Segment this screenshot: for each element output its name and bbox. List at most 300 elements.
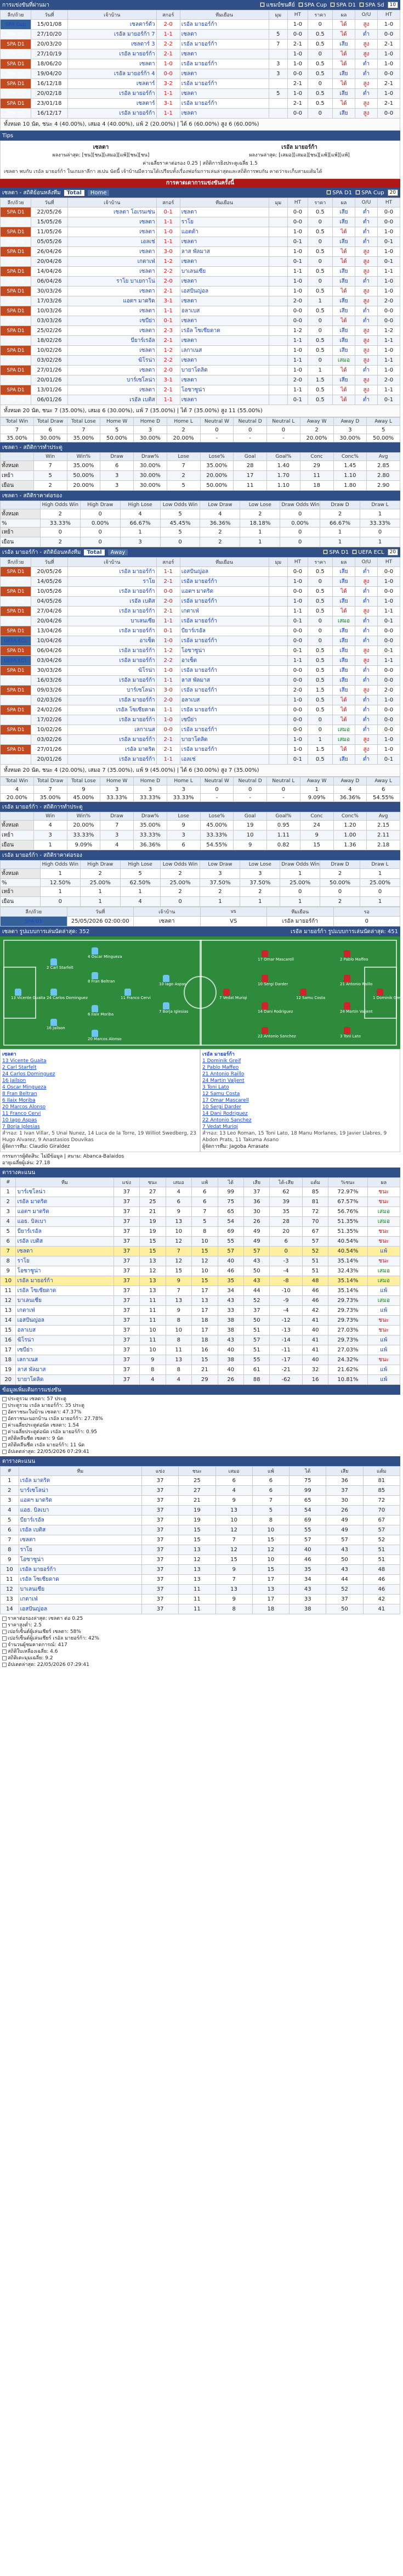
- home-player-marker[interactable]: [159, 1002, 189, 1014]
- filter-checkbox[interactable]: [260, 1, 294, 9]
- table-row[interactable]: [1, 636, 400, 646]
- league-cell[interactable]: เซลตา: [16, 1247, 113, 1256]
- home-team-cell[interactable]: เซลตา: [67, 287, 156, 296]
- player-link[interactable]: 6 Ilaix Moriba: [2, 1098, 36, 1103]
- table-row[interactable]: [1, 257, 400, 267]
- table-row[interactable]: [1, 247, 400, 257]
- table-row[interactable]: [1, 656, 400, 666]
- away-team-cell[interactable]: แอตต้า: [180, 227, 269, 237]
- column-header: ทีมเยือน: [180, 10, 269, 20]
- table-row[interactable]: [1, 676, 400, 686]
- league-row[interactable]: [1, 1266, 400, 1276]
- table-row[interactable]: [1, 237, 400, 247]
- table-row[interactable]: [1, 287, 400, 296]
- league-row[interactable]: [1, 1306, 400, 1316]
- checkbox-icon[interactable]: [355, 190, 360, 195]
- player-link[interactable]: 24 Martin Valjent: [202, 1078, 245, 1084]
- player-link[interactable]: 1 Dominik Greif: [202, 1058, 241, 1064]
- ranking-cell[interactable]: เรอัล มาดริด: [19, 1476, 141, 1486]
- match-count-select[interactable]: 10: [388, 2, 398, 8]
- table-row[interactable]: [1, 30, 400, 40]
- home-team-cell[interactable]: เซลตา: [67, 217, 156, 227]
- league-row[interactable]: [1, 1227, 400, 1237]
- home-team-cell[interactable]: เรอัล โซเซียดาด: [67, 705, 156, 715]
- table-row[interactable]: [1, 316, 400, 326]
- player-link[interactable]: 20 Marcos Alonso: [2, 1104, 46, 1110]
- league-cell[interactable]: ลาส พัลมาส: [16, 1365, 113, 1375]
- table-row[interactable]: [1, 20, 400, 30]
- ou-cell: สูง: [355, 20, 377, 30]
- checkbox-icon[interactable]: [298, 2, 303, 7]
- away-team-cell[interactable]: เซลตา: [180, 109, 269, 119]
- table-row[interactable]: [1, 69, 400, 79]
- league-row[interactable]: [1, 1345, 400, 1355]
- ranking-cell[interactable]: บียาร์เรอัล: [19, 1516, 141, 1525]
- filter-checkbox[interactable]: [359, 2, 384, 8]
- table-row[interactable]: [1, 607, 400, 616]
- player-link[interactable]: 2 Carl Starfelt: [2, 1065, 37, 1070]
- column-header: ลีก/ถ้วย: [1, 10, 31, 20]
- ranking-row[interactable]: [1, 1575, 400, 1585]
- league-row[interactable]: [1, 1296, 400, 1306]
- away-team-cell[interactable]: เรอัล โซเซียดาด: [180, 326, 269, 336]
- ranking-row[interactable]: [1, 1535, 400, 1545]
- away-team-cell[interactable]: อาเซ็ด: [180, 656, 269, 666]
- home-team-cell[interactable]: เอลเช่: [67, 237, 156, 247]
- home-team-cell[interactable]: เรอัล มายอร์ก้า 7: [67, 30, 156, 40]
- home-team-cell[interactable]: เซลตา: [67, 306, 156, 316]
- table-row[interactable]: [1, 705, 400, 715]
- ranking-cell[interactable]: แอตฯ มาดริด: [19, 1496, 141, 1506]
- away-team-cell[interactable]: ลาส พัลมาส: [180, 247, 269, 257]
- away-team-cell[interactable]: ลาส พัลมาส: [180, 676, 269, 686]
- table-row[interactable]: [1, 227, 400, 237]
- league-row[interactable]: [1, 1256, 400, 1266]
- league-cell[interactable]: อลาเบส: [16, 1326, 113, 1335]
- home-team-cell[interactable]: เรอัล เบติส: [67, 395, 156, 405]
- away-team-cell[interactable]: เซลตา: [180, 356, 269, 366]
- ranking-cell[interactable]: บาเลนเซีย: [19, 1585, 141, 1595]
- ranking-cell[interactable]: เรอัล โซเซียดาด: [19, 1575, 141, 1585]
- league-cell[interactable]: ราโย: [16, 1256, 113, 1266]
- home-team-cell[interactable]: เรอัล มายอร์ก้า: [67, 109, 156, 119]
- table-row[interactable]: [1, 326, 400, 336]
- away-player-marker[interactable]: [258, 975, 288, 986]
- filter-checkbox[interactable]: [323, 549, 349, 555]
- away-team-cell[interactable]: เรอัล มายอร์ก้า: [180, 59, 269, 69]
- away-team-cell[interactable]: เซลตา: [180, 237, 269, 247]
- table-row[interactable]: [1, 366, 400, 375]
- league-row[interactable]: [1, 1217, 400, 1227]
- home-team-cell[interactable]: เลกาเนส: [67, 725, 156, 735]
- table-row[interactable]: [1, 597, 400, 607]
- league-cell[interactable]: เรอัล มายอร์ก้า: [16, 1276, 113, 1286]
- ranking-cell: 3: [1, 1496, 19, 1506]
- table-row[interactable]: [1, 109, 400, 119]
- table-row[interactable]: [1, 755, 400, 765]
- league-cell[interactable]: บาร์เซโลน่า: [16, 1187, 113, 1197]
- away-team-cell[interactable]: เรอัล มายอร์ก้า: [180, 666, 269, 676]
- home-team-cell[interactable]: เซลตาร์: [67, 99, 156, 109]
- away-player-marker[interactable]: [340, 950, 368, 962]
- home-team-cell[interactable]: อาเซ็ด: [67, 636, 156, 646]
- table-row[interactable]: [1, 40, 400, 49]
- home-team-cell[interactable]: เรอัล มายอร์ก้า: [67, 676, 156, 686]
- home-team-cell[interactable]: เรอัล มายอร์ก้า: [67, 755, 156, 765]
- checkbox-icon[interactable]: [326, 190, 331, 195]
- home-team-cell[interactable]: เซลตาร์: [67, 79, 156, 89]
- home-team-cell[interactable]: เซลตา: [67, 227, 156, 237]
- checkbox-icon[interactable]: [359, 2, 364, 7]
- league-row[interactable]: [1, 1365, 400, 1375]
- away-team-cell[interactable]: เรอัล มายอร์ก้า: [180, 725, 269, 735]
- home-team-cell[interactable]: เซลตาร์ 3: [67, 40, 156, 49]
- league-cell[interactable]: บายาโดลิด: [16, 1375, 113, 1385]
- tab-total[interactable]: Total: [64, 190, 84, 196]
- player-link[interactable]: 11 Franco Cervi: [2, 1111, 41, 1116]
- away-team-cell[interactable]: เรอัล มายอร์ก้า: [180, 79, 269, 89]
- league-row[interactable]: [1, 1237, 400, 1247]
- home-team-cell[interactable]: เรอัล มายอร์ก้า: [67, 567, 156, 577]
- table-row[interactable]: [1, 207, 400, 217]
- home-team-cell[interactable]: เรอัล มายอร์ก้า: [67, 695, 156, 705]
- away-team-cell[interactable]: เซลตา: [180, 30, 269, 40]
- table-row[interactable]: [1, 346, 400, 356]
- away-team-cell[interactable]: แอตฯ มาดริด: [180, 587, 269, 597]
- away-player-marker[interactable]: [219, 989, 247, 1000]
- home-team-cell[interactable]: ฆิโรน่า: [67, 356, 156, 366]
- ranking-cell: 51: [363, 1545, 400, 1555]
- league-row[interactable]: [1, 1316, 400, 1326]
- away-team-cell[interactable]: เซลตา: [180, 395, 269, 405]
- ranking-row[interactable]: [1, 1476, 400, 1486]
- league-row[interactable]: [1, 1187, 400, 1197]
- league-cell[interactable]: เรอัล เบติส: [16, 1237, 113, 1247]
- away-team-cell[interactable]: โอซาซูน่า: [180, 646, 269, 656]
- away-team-cell[interactable]: อลาเบส: [180, 306, 269, 316]
- player-link[interactable]: 22 Antonio Sanchez: [202, 1118, 252, 1123]
- league-row[interactable]: [1, 1286, 400, 1296]
- ranking-cell: 38: [290, 1604, 326, 1614]
- tab-home[interactable]: Home: [88, 190, 110, 196]
- match-count-select[interactable]: 20: [388, 549, 398, 555]
- league-cell[interactable]: แอตฯ มาดริด: [16, 1207, 113, 1217]
- ranking-cell[interactable]: เรอัล มายอร์ก้า: [19, 1565, 141, 1575]
- home-team-cell[interactable]: เซบีย่า: [67, 316, 156, 326]
- checkbox-icon[interactable]: [330, 2, 335, 7]
- player-link[interactable]: 21 Antonio Raillo: [202, 1071, 245, 1077]
- stats-header: Neutral W: [200, 777, 234, 785]
- league-cell[interactable]: โอซาซูน่า: [16, 1266, 113, 1276]
- stats-header: Avg: [367, 453, 400, 461]
- home-team-cell[interactable]: ราโย บาเยกาโน่: [67, 277, 156, 287]
- away-team-cell[interactable]: เรอัล มายอร์ก้า: [180, 705, 269, 715]
- league-cell: SPA D1: [1, 597, 31, 607]
- home-team-cell[interactable]: แอตฯ มาดริด: [67, 296, 156, 306]
- league-cell[interactable]: เกตาเฟ่: [16, 1306, 113, 1316]
- stats-cell: 30.00%: [134, 471, 167, 481]
- table-row[interactable]: [1, 626, 400, 636]
- away-team-cell[interactable]: เกตาเฟ่: [180, 607, 269, 616]
- home-team-cell[interactable]: เรอัล มายอร์ก้า: [67, 656, 156, 666]
- ranking-cell: 37: [141, 1565, 178, 1575]
- checkbox-icon[interactable]: [260, 2, 265, 7]
- table-row[interactable]: [1, 79, 400, 89]
- ranking-cell[interactable]: แอธ. บิลเบา: [19, 1506, 141, 1516]
- ranking-cell[interactable]: เอสปันญ่อล: [19, 1604, 141, 1614]
- away-team-cell[interactable]: อลาเบส: [180, 695, 269, 705]
- player-link[interactable]: 8 Fran Beltran: [2, 1091, 37, 1097]
- home-team-cell[interactable]: ราโย: [67, 577, 156, 587]
- away-team-cell[interactable]: เรอัล มายอร์ก้า: [180, 616, 269, 626]
- away-team-cell[interactable]: เลกาเนส: [180, 346, 269, 356]
- home-team-cell[interactable]: เรอัล มายอร์ก้า: [67, 607, 156, 616]
- league-cell[interactable]: เรอัล โซเซียดาด: [16, 1286, 113, 1296]
- away-team-cell[interactable]: บายาโดลิด: [180, 366, 269, 375]
- ranking-row[interactable]: [1, 1555, 400, 1565]
- home-team-cell[interactable]: เรอัล เบติส: [67, 597, 156, 607]
- league-cell[interactable]: บียาร์เรอัล: [16, 1227, 113, 1237]
- ranking-cell[interactable]: บาร์เซโลน่า: [19, 1486, 141, 1496]
- player-link[interactable]: 17 Omar Mascarell: [202, 1098, 249, 1103]
- away-player-marker[interactable]: [340, 975, 373, 986]
- table-row[interactable]: [1, 715, 400, 725]
- league-row[interactable]: [1, 1197, 400, 1207]
- league-row[interactable]: [1, 1355, 400, 1365]
- tab-away[interactable]: Away: [108, 549, 128, 555]
- home-team-cell[interactable]: เซลตา: [67, 326, 156, 336]
- league-row[interactable]: [1, 1276, 400, 1286]
- table-row[interactable]: [1, 385, 400, 395]
- away-team-cell[interactable]: บาเลนเซีย: [180, 267, 269, 277]
- away-team-cell[interactable]: เรอัล มายอร์ก้า: [180, 20, 269, 30]
- home-team-cell[interactable]: เรอัล มาดริด: [67, 745, 156, 755]
- table-row[interactable]: [1, 277, 400, 287]
- table-row[interactable]: [1, 666, 400, 676]
- player-link[interactable]: 4 Oscar Mingueza: [2, 1085, 47, 1090]
- league-cell[interactable]: บาเลนเซีย: [16, 1296, 113, 1306]
- player-link[interactable]: 2 Pablo Maffeo: [202, 1065, 239, 1070]
- away-team-cell[interactable]: เรอัล มายอร์ก้า: [180, 99, 269, 109]
- home-team-cell[interactable]: เรอัล มายอร์ก้า: [67, 587, 156, 597]
- ranking-row[interactable]: [1, 1506, 400, 1516]
- away-player-marker[interactable]: [296, 989, 326, 1000]
- home-player-marker[interactable]: [159, 975, 186, 986]
- table-row[interactable]: [1, 89, 400, 99]
- table-row[interactable]: [1, 735, 400, 745]
- table-row[interactable]: [1, 217, 400, 227]
- away-team-cell[interactable]: บียาร์เรอัล: [180, 626, 269, 636]
- ranking-row[interactable]: [1, 1486, 400, 1496]
- home-player-marker[interactable]: [47, 958, 73, 970]
- home-team-cell[interactable]: เรอัล มายอร์ก้า: [67, 646, 156, 656]
- ranking-row[interactable]: [1, 1595, 400, 1604]
- ranking-row[interactable]: [1, 1565, 400, 1575]
- table-row[interactable]: [1, 306, 400, 316]
- away-team-cell[interactable]: เซลตา: [180, 336, 269, 346]
- table-row[interactable]: [1, 59, 400, 69]
- league-cell[interactable]: เลกาเนส: [16, 1355, 113, 1365]
- table-row[interactable]: [1, 587, 400, 597]
- table-row[interactable]: [1, 725, 400, 735]
- away-team-cell[interactable]: ราโย: [180, 217, 269, 227]
- away-team-cell[interactable]: เอสปันญ่อล: [180, 287, 269, 296]
- player-link[interactable]: 10 Iago Aspas: [2, 1118, 37, 1123]
- league-cell[interactable]: แอธ. บิลเบา: [16, 1217, 113, 1227]
- away-player-marker[interactable]: [340, 1027, 361, 1039]
- home-team-cell[interactable]: เรอัล มายอร์ก้า: [67, 89, 156, 99]
- ranking-row[interactable]: [1, 1604, 400, 1614]
- away-player-marker[interactable]: [258, 950, 294, 962]
- table-row[interactable]: [1, 567, 400, 577]
- player-link[interactable]: 10 Sergi Darder: [202, 1104, 242, 1110]
- checkbox-icon[interactable]: [352, 549, 357, 554]
- ranking-row[interactable]: [1, 1516, 400, 1525]
- home-team-cell[interactable]: เรอัล มายอร์ก้า 4: [67, 69, 156, 79]
- home-team-cell[interactable]: เซลตา: [67, 366, 156, 375]
- checkbox-icon[interactable]: [323, 549, 328, 554]
- away-team-cell[interactable]: เซลตา: [180, 296, 269, 306]
- home-team-cell[interactable]: เซลตาร์ตัว: [67, 20, 156, 30]
- odds-info-text: ราคาต่อรองล่าสุด: เซลตา ต่อ 0.25: [8, 1616, 83, 1621]
- home-team-cell[interactable]: เซลตา: [67, 385, 156, 395]
- tab-total[interactable]: Total: [84, 549, 104, 555]
- filter-checkbox[interactable]: [298, 2, 327, 8]
- away-team-cell[interactable]: เซลตา: [180, 207, 269, 217]
- ranking-cell[interactable]: เซลตา: [19, 1535, 141, 1545]
- away-player-marker[interactable]: [258, 1002, 293, 1014]
- player-link[interactable]: 16 Jailson: [2, 1078, 26, 1084]
- table-row[interactable]: [1, 646, 400, 656]
- table-row[interactable]: [1, 745, 400, 755]
- filter-checkbox[interactable]: [330, 2, 356, 8]
- league-cell[interactable]: เอสปันญ่อล: [16, 1316, 113, 1326]
- player-link[interactable]: 12 Samu Costa: [202, 1091, 240, 1097]
- home-team-cell[interactable]: เซลตา: [67, 247, 156, 257]
- filter-checkbox[interactable]: [326, 190, 352, 196]
- player-link[interactable]: 7 Borja Iglesias: [2, 1124, 40, 1130]
- home-team-cell[interactable]: เซลตา: [67, 346, 156, 356]
- away-team-cell[interactable]: เซลตา: [180, 375, 269, 385]
- away-player-marker[interactable]: [258, 1027, 296, 1039]
- schedule-row[interactable]: [1, 917, 400, 927]
- home-team-cell[interactable]: เซลตา โอเรนเซ่น: [67, 207, 156, 217]
- player-link[interactable]: 13 Vicente Guaita: [2, 1058, 47, 1064]
- home-team-cell[interactable]: เซลตา: [67, 59, 156, 69]
- table-row[interactable]: [1, 267, 400, 277]
- away-team-cell[interactable]: เซลตา: [180, 316, 269, 326]
- home-player-marker[interactable]: [88, 972, 115, 984]
- home-team-cell[interactable]: เกตาเฟ่: [67, 257, 156, 267]
- stats-header: Total Draw: [33, 777, 67, 785]
- league-row[interactable]: [1, 1247, 400, 1256]
- home-team-cell[interactable]: บียาร์เรอัล: [67, 336, 156, 346]
- away-team-cell[interactable]: เรอัล มายอร์ก้า: [180, 745, 269, 755]
- table-row[interactable]: [1, 616, 400, 626]
- home-team-cell[interactable]: เรอัล มายอร์ก้า: [67, 735, 156, 745]
- away-team-cell[interactable]: เรอัล มายอร์ก้า: [180, 577, 269, 587]
- home-player-marker[interactable]: [88, 1005, 114, 1017]
- match-count-select[interactable]: 20: [388, 189, 398, 196]
- away-team-cell[interactable]: เรอัล มายอร์ก้า: [180, 686, 269, 695]
- ranking-row[interactable]: [1, 1525, 400, 1535]
- away-player-marker[interactable]: [373, 989, 403, 1000]
- home-player-marker[interactable]: [47, 989, 88, 1000]
- away-team-cell[interactable]: บายาโดลิด: [180, 735, 269, 745]
- ranking-cell[interactable]: เรอัล เบติส: [19, 1525, 141, 1535]
- league-cell[interactable]: ฆิโรน่า: [16, 1335, 113, 1345]
- away-team-cell[interactable]: เอลเช่: [180, 755, 269, 765]
- home-team-cell[interactable]: บาร์เซโลน่า: [67, 686, 156, 695]
- home-team-cell[interactable]: บาเลนเซีย: [67, 616, 156, 626]
- ranking-cell[interactable]: ราโย: [19, 1545, 141, 1555]
- away-team-cell[interactable]: เรอัล มายอร์ก้า: [180, 636, 269, 646]
- table-row[interactable]: [1, 395, 400, 405]
- table-row[interactable]: [1, 356, 400, 366]
- home-team-cell[interactable]: บาร์เซโลน่า: [67, 375, 156, 385]
- filter-checkbox[interactable]: [352, 549, 384, 555]
- league-cell[interactable]: เซบีย่า: [16, 1345, 113, 1355]
- home-team-cell[interactable]: ฆิโรน่า: [67, 666, 156, 676]
- away-team-cell[interactable]: เซลตา: [180, 49, 269, 59]
- ranking-row[interactable]: [1, 1496, 400, 1506]
- home-player-marker[interactable]: [121, 989, 151, 1000]
- player-link[interactable]: 14 Dani Rodriguez: [202, 1111, 248, 1116]
- league-row[interactable]: [1, 1207, 400, 1217]
- ranking-cell[interactable]: เกตาเฟ่: [19, 1595, 141, 1604]
- away-team-cell[interactable]: เซบีย่า: [180, 715, 269, 725]
- away-team-cell[interactable]: เซลตา: [180, 277, 269, 287]
- table-row[interactable]: [1, 49, 400, 59]
- table-row[interactable]: [1, 99, 400, 109]
- table-row[interactable]: [1, 695, 400, 705]
- home-player-marker[interactable]: [47, 1019, 65, 1030]
- league-row[interactable]: [1, 1335, 400, 1345]
- table-row[interactable]: [1, 296, 400, 306]
- player-link[interactable]: 7 Vedat Muriqi: [202, 1124, 239, 1130]
- away-team-cell[interactable]: เซลตา: [180, 89, 269, 99]
- league-row[interactable]: [1, 1326, 400, 1335]
- ranking-row[interactable]: [1, 1585, 400, 1595]
- home-team-cell[interactable]: เซลตา: [67, 267, 156, 277]
- home-team-cell[interactable]: เรอัล มายอร์ก้า: [67, 626, 156, 636]
- away-team-cell[interactable]: โอซาซูน่า: [180, 385, 269, 395]
- away-player-marker[interactable]: [340, 1002, 373, 1014]
- table-row[interactable]: [1, 375, 400, 385]
- table-row[interactable]: [1, 336, 400, 346]
- ranking-cell[interactable]: โอซาซูน่า: [19, 1555, 141, 1565]
- filter-checkbox[interactable]: [355, 190, 384, 196]
- home-player-marker[interactable]: [88, 947, 122, 959]
- away-team-cell[interactable]: เซลตา: [180, 257, 269, 267]
- table-row[interactable]: [1, 686, 400, 695]
- league-cell: 49: [244, 1227, 270, 1237]
- home-team-cell[interactable]: เรอัล มายอร์ก้า: [67, 49, 156, 59]
- player-link[interactable]: 3 Toni Lato: [202, 1085, 229, 1090]
- away-team-cell[interactable]: เอสปันญ่อล: [180, 567, 269, 577]
- league-cell[interactable]: เรอัล มาดริด: [16, 1197, 113, 1207]
- home-team-cell[interactable]: เรอัล มายอร์ก้า: [67, 715, 156, 725]
- league-row[interactable]: [1, 1375, 400, 1385]
- away-team-cell[interactable]: เรอัล มายอร์ก้า: [180, 597, 269, 607]
- ranking-row[interactable]: [1, 1545, 400, 1555]
- away-team-cell[interactable]: เซลตา: [180, 69, 269, 79]
- home-player-marker[interactable]: [11, 989, 46, 1000]
- home-player-marker[interactable]: [88, 1030, 122, 1041]
- table-row[interactable]: [1, 577, 400, 587]
- player-link[interactable]: 24 Carlos Dominguez: [2, 1071, 55, 1077]
- away-team-cell[interactable]: เรอัล มายอร์ก้า: [180, 40, 269, 49]
